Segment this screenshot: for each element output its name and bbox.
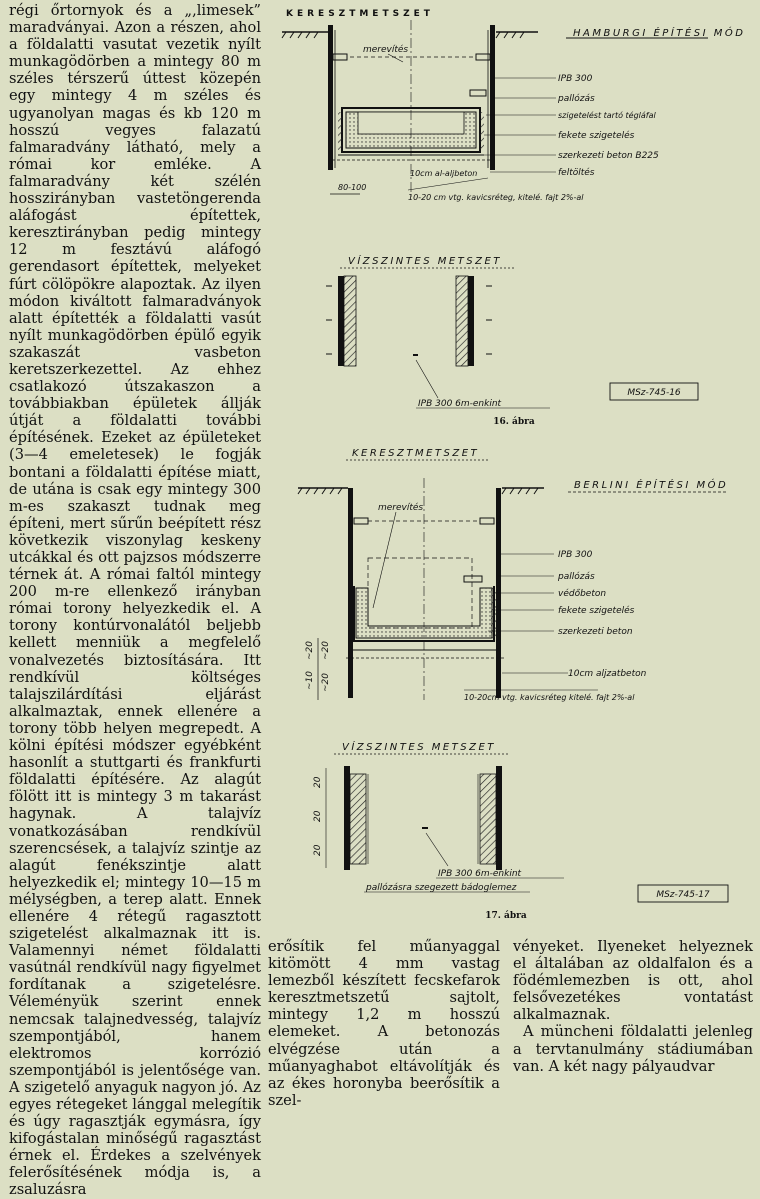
label-structural-concrete: szerkezeti beton B225 xyxy=(558,151,659,161)
pile-right xyxy=(490,25,495,170)
label-gravel: 10-20 cm vtg. kavicsréteg, kitelé. fajt 2%-al xyxy=(408,193,584,202)
label-lagging: pallózás xyxy=(558,94,595,104)
dimension-80-100: 80-100 xyxy=(338,183,367,192)
plan-note: IPB 300 6m-enkint xyxy=(438,869,522,879)
dim-2: ~20 xyxy=(321,641,331,660)
paragraph: vényeket. Ilyeneket helyeznek el általában az oldalfalon és a födémlemezben is ott, ahol felsővezetékes vontatást alkalmaznak. xyxy=(513,938,753,1024)
figure-16 xyxy=(268,0,760,436)
label-structural-concrete: szerkezeti beton xyxy=(558,627,633,637)
clearance-outline xyxy=(368,558,472,628)
label-gravel: 10-20cm vtg. kavicsréteg kitelé. fajt 2%-al xyxy=(464,693,635,702)
pile-left xyxy=(348,488,353,698)
label-subbase: 10cm al-aljbeton xyxy=(410,169,478,178)
label-ipb: IPB 300 xyxy=(558,74,593,84)
label-bracing: merevítés xyxy=(378,503,424,513)
plan-title: VÍZSZINTES METSZET xyxy=(342,742,496,753)
bracing-lower xyxy=(470,90,486,96)
figure-17 xyxy=(268,438,760,930)
paragraph: A müncheni földalatti jelenleg a tervtanulmány stádiumában van. A két nagy pályaudvar xyxy=(513,1023,753,1075)
plan-pile-right xyxy=(496,766,502,870)
figure-17-drawing xyxy=(268,438,760,930)
text-column-middle xyxy=(268,938,500,1109)
label-subbase: 10cm aljzatbeton xyxy=(568,669,647,679)
standard-number: MSz-745-16 xyxy=(627,388,681,398)
dim-3: ~10 xyxy=(305,671,315,690)
plan-pile-right xyxy=(468,276,474,366)
label-ipb: IPB 300 xyxy=(558,550,593,560)
label-support-brick: szigetelést tartó tégláfal xyxy=(558,111,656,120)
label-black-insulation: fekete szigetelés xyxy=(558,606,635,616)
section-title: KERESZTMETSZET xyxy=(286,9,434,19)
plan-wall-right xyxy=(480,774,496,864)
method-title: HAMBURGI ÉPÍTÉSI MÓD xyxy=(573,28,746,39)
pile-left xyxy=(328,25,333,170)
caption: 16. ábra xyxy=(493,417,535,427)
plan-wall-left xyxy=(344,276,356,366)
dim-4: ~20 xyxy=(321,673,331,692)
label-lagging: pallózás xyxy=(558,572,595,582)
paragraph: erősítik fel műanyaggal kitömött 4 mm vastag lemezből készített fecskefarok keresztmetszetű sajtolt, mintegy 1,2 m hosszú elemeket. A betonozás elvégzése után a műanyaghabot eltávolítják és az ékes horonyba beerősítik a szel- xyxy=(268,938,500,1109)
method-title: BERLINI ÉPÍTÉSI MÓD xyxy=(574,480,729,491)
paragraph: régi őrtornyok és a „,limesek” maradványai. Azon a részen, ahol a földalatti vasutat vezetik nyílt munkagödörben a mintegy 80 m széles térszerű úttest közepén egy mintegy 4 m széles és ugyanolyan magas és kb 120 m hosszú vegyes falazatú falmaradvány látható, mely a római kor emléke. A falmaradvány két szélén hosszirányban vastetöngerenda aláfogást építettek, keresztirányban pedig mintegy 12 m fesztávú aláfogó gerendasort építettek, melyeket fúrt cölöpökre alapoztak. Az ilyen módon kiváltott falmaradványok alatt építették a földalatti vasút nyílt munkagödörben épülő egyik szakaszát vasbeton keretszerkezettel. Az ehhez csatlakozó útszakaszon a továbbiakban épületek állják útját a földalatti további építésének. Ezeket az épületeket (3—4 emeletesek) le fogják bontani a földalatti építése miatt, de utána is csak egy mintegy 300 m-es szakaszt tudnak meg építeni, mert sűrűn beépített rész következik viszonylag keskeny utcákkal és ott pajzsos módszerre térnek át. A római faltól mintegy 200 m-re ellenkező irányban római torony helyezkedik el. A torony kontúrvonalától beljebb kellett menniük a megfelelő vonalvezetés biztosítására. Itt rendkívül költséges talajszilárdítási eljárást alkalmaztak, ennek ellenére a torony több helyen megrepedt. A kölni építési módszer egyébként hasonlít a stuttgarti és frankfurti földalatti építésére. Az alagút fölött itt is mintegy 3 m takarást hagynak. A talajvíz vonatkozásában rendkívül szerencsések, a talajvíz szintje az alagút fenékszintje alatt helyezkedik el; mintegy 10—15 m mélységben, a terep alatt. Ennek ellenére 4 rétegű ragasztott szigetelést alkalmaznak itt is. Valamennyi német földalatti vasútnál rendkívül nagy figyelmet fordítanak a szigetelésre. Véleményük szerint ennek nemcsak talajnedvesség, talajvíz szempontjából, hanem elektromos korrózió szempontjából is jelentősége van. A szigetelő anyaguk nagyon jó. Az egyes rétegeket lánggal melegítik és úgy ragasztják egymásra, így kifogástalan minőségű ragasztást érnek el. Érdekes a szelvények felerősítésének módja is, a zsaluzásra xyxy=(9,2,261,1199)
label-black-insulation: fekete szigetelés xyxy=(558,131,635,141)
plan-pile-left xyxy=(344,766,350,870)
dim-1: ~20 xyxy=(305,641,315,660)
plan-dim-2: 20 xyxy=(313,810,323,822)
figure-16-drawing xyxy=(268,0,760,436)
plan-dim-3: 20 xyxy=(313,844,323,856)
plan-sheet-label: pallózásra szegezett bádoglemez xyxy=(366,883,517,893)
bracing-left xyxy=(354,518,368,524)
text-column-right xyxy=(513,938,753,1075)
plan-pile-left xyxy=(338,276,344,366)
label-lines xyxy=(478,78,556,172)
plan-wall-left xyxy=(350,774,366,864)
bracing-right xyxy=(480,518,494,524)
plan-dim-1: 20 xyxy=(313,776,323,788)
caption: 17. ábra xyxy=(485,911,527,921)
label-protective-concrete: védőbeton xyxy=(558,589,607,599)
plan-title: VÍZSZINTES METSZET xyxy=(348,256,502,267)
label-bracing: merevítés xyxy=(363,45,409,55)
ground-hatch xyxy=(298,488,538,494)
plan-wall-right xyxy=(456,276,468,366)
plan-note: IPB 300 6m-enkint xyxy=(418,399,502,409)
label-fill: feltöltés xyxy=(558,168,595,178)
section-title: KERESZTMETSZET xyxy=(352,448,480,459)
standard-number: MSz-745-17 xyxy=(656,890,710,900)
text-column-left xyxy=(9,2,261,1199)
